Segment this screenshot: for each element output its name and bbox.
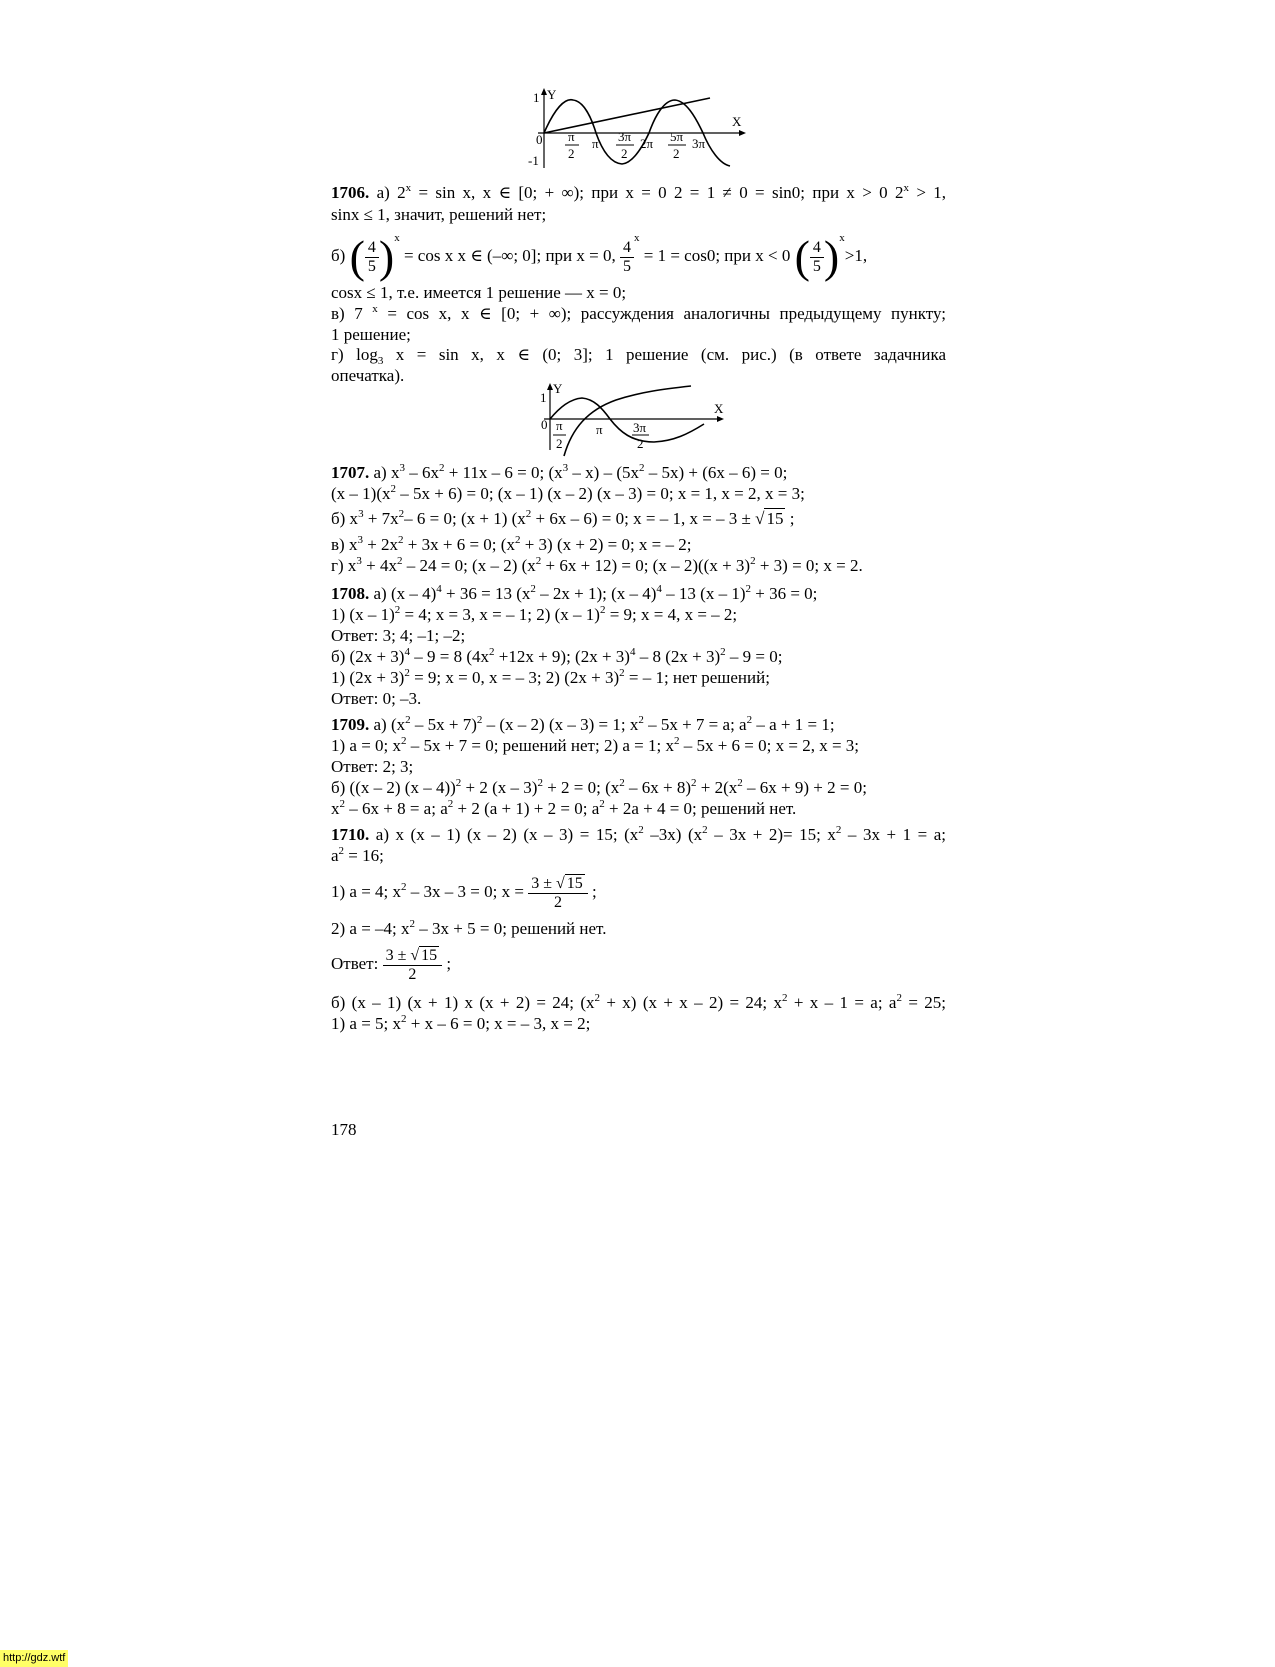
tick-3pi-half-d: 2: [621, 146, 628, 161]
tick-pi-half-d: 2: [568, 146, 575, 161]
origin-label: 0: [541, 417, 548, 432]
p1706-line-v: в) 7 $^x$ = cos x, x ∈ [0; + ∞); рассуждения аналогичны предыдущему пункту;: [331, 303, 946, 323]
x-axis-arrow: [717, 416, 724, 422]
p1710-line-1: 1710. а) x (x – 1) (x – 2) (x – 3) = 15; ($x^2$ –3x) $(x^2 - 3x + 2)= 15$; $x^2 - 3x + 1 = a$;: [331, 824, 947, 844]
p1708-line-4: б) $(2x + 3)^4 - 9 = 8$ $(4x^2 +12x + 9)$; $(2x + 3)^4 - 8$ $(2x + 3)^2 - 9 = 0$;: [331, 646, 783, 666]
p1707-line-3: б) $x^3 + 7x^2-$ 6 = 0; (x + 1) $(x^2 + 6x - 6) = 0$; x = – 1, x = – 3 ± √ 15 ;: [331, 508, 795, 528]
tick-pi-half-d: 2: [556, 436, 563, 451]
p1709-line-2: 1) a = 0; $x^2 - 5x + 7 = 0$; решений нет; 2) a = 1; $x^2 - 5x + 6 = 0$; x = 2, x = 3;: [331, 735, 860, 755]
tick-pi: π: [592, 136, 599, 151]
p1710-line-4: 2) a = –4; $x^2 - 3x + 5 = 0$; решений нет.: [331, 918, 607, 938]
y-tick-1: 1: [540, 390, 547, 405]
graph-sine-vs-exponential: [520, 88, 760, 173]
tick-2pi: 2π: [640, 136, 654, 151]
p1706-line-g2: опечатка).: [331, 366, 405, 385]
tick-3pi-half-n: 3π: [633, 420, 647, 435]
y-label: Y: [547, 88, 557, 102]
p1707-line-1: 1707. а) $x^3 - 6x^2 + 11x - 6 = 0$; $(x^3 - x) - (5x^2 - 5x) + (6x - 6) = 0$;: [331, 462, 788, 482]
p1707-line-5: г) $x^3 + 4x^2 - 24 = 0$; (x – 2) $(x^2 + 6x + 12) = 0$; $(x - 2)((x + 3)^2 + 3) = 0$; x = 2.: [331, 555, 863, 575]
page-number: 178: [331, 1120, 357, 1139]
tick-3pi: 3π: [692, 136, 706, 151]
p1710-line-2: $a^2 = 16$;: [331, 845, 384, 865]
p1708-line-5: 1) $(2x + 3)^2 = 9$; x = 0, x = – 3; 2) $(2x + 3)^2$ = – 1; нет решений;: [331, 667, 770, 687]
y-tick-1: 1: [533, 90, 540, 105]
log-curve: [564, 386, 691, 456]
tick-pi: π: [596, 422, 603, 437]
p1706-line-v2: 1 решение;: [331, 325, 411, 344]
x-label: X: [732, 114, 742, 129]
x-axis-arrow: [739, 130, 746, 136]
p1708-line-6: Ответ: 0; –3.: [331, 689, 422, 708]
tick-3pi-half-d: 2: [637, 436, 644, 451]
tick-pi-half-n: π: [556, 418, 563, 433]
tick-5pi-half-d: 2: [673, 146, 680, 161]
origin-label: 0: [536, 132, 543, 147]
p1710-line-6: б) (x – 1) (x + 1) x (x + 2) = 24; $(x^2 + x) (x + x - 2) = 24$; $x^2 + x - 1 = a$; $a^2 = 25$;: [331, 992, 946, 1012]
x-label: X: [714, 401, 724, 416]
tick-5pi-half-n: 5π: [670, 129, 684, 144]
tick-pi-half-n: π: [568, 129, 575, 144]
footer-link[interactable]: http://gdz.wtf: [0, 1650, 68, 1667]
p1710-answer: Ответ: $\frac{3 \pm √ 15}{2}$ ;: [331, 946, 452, 983]
y-tick-minus-1: -1: [528, 153, 539, 168]
exponential-curve: [544, 98, 710, 133]
p1706-line-b: б) ( $\frac{4}{5}$ )$^x$ = cos x x ∈ (–∞; 0]; при x = 0, $\frac{4}{5}$ $^x$ = 1 = cos0; при x < 0 ( $\frac{4}{5}$ )$^x$>1,: [331, 231, 868, 283]
p1706-line-g: г) $\log_3 x = \sin x$, x ∈ (0; 3]; 1 решение (см. рис.) (в ответе задачника: [331, 345, 946, 367]
p1709-line-1: 1709. а) $(x^2 - 5x + 7)^2 - (x - 2)$ (x – 3) = 1; $x^2 - 5x + 7 = a$; $a^2 - a + 1 = 1$;: [331, 714, 835, 734]
p1710-line-7: 1) a = 5; $x^2 + x - 6 = 0$; x = – 3, x = 2;: [331, 1013, 591, 1033]
y-label: Y: [553, 382, 563, 396]
problem-number: 1706.: [331, 183, 370, 202]
p1709-line-5: $x^2 - 6x + 8 = a$; $a^2 + 2$ (a + 1) + 2 = 0; $a^2 + 2a + 4 = 0$; решений нет.: [331, 798, 797, 818]
p1706-line-a: 1706. а) $2^x = \sin x$, x ∈ [0; + ∞); при x = 0 2 = 1 ≠ 0 = sin0; при x > 0 $2^x > 1$,: [331, 182, 946, 202]
p1707-line-4: в) $x^3 + 2x^2 + 3x + 6 = 0$; $(x^2 + 3) (x + 2) = 0$; x = – 2;: [331, 534, 692, 554]
graph-log-vs-sine: [528, 382, 738, 464]
p1709-line-3: Ответ: 2; 3;: [331, 757, 414, 776]
p1708-line-1: 1708. а) (x – 4)$^4$ + 36 = 13 $(x^2 - 2x + 1)$; (x – 4)$^4$ – 13 (x – 1)$^2$ + 36 = 0;: [331, 583, 818, 603]
p1707-line-2: $(x - 1)(x^2 - 5x + 6) = 0$; (x – 1) (x – 2) (x – 3) = 0; x = 1, x = 2, x = 3;: [331, 483, 805, 503]
p1710-line-3: 1) a = 4; $x^2 - 3x - 3 = 0$; x = $\frac{3 \pm √ 15}{2}$ ;: [331, 874, 597, 911]
p1708-line-3: Ответ: 3; 4; –1; –2;: [331, 626, 466, 645]
p1706-line-a2: sinx ≤ 1, значит, решений нет;: [331, 205, 547, 224]
tick-3pi-half-n: 3π: [618, 129, 632, 144]
p1708-line-2: 1) (x – 1)$^2$ = 4; x = 3, x = – 1; 2) (x – 1)$^2$ = 9; x = 4, x = – 2;: [331, 604, 738, 624]
p1706-line-b2: cosx ≤ 1, т.е. имеется 1 решение — x = 0;: [331, 283, 627, 302]
p1709-line-4: б) ((x – 2) (x – 4))$^2$ + 2 (x – 3)$^2$ + 2 = 0; $(x^2 - 6x + 8)^2 + 2(x^2 - 6x + 9) + 2 = 0$;: [331, 777, 867, 797]
